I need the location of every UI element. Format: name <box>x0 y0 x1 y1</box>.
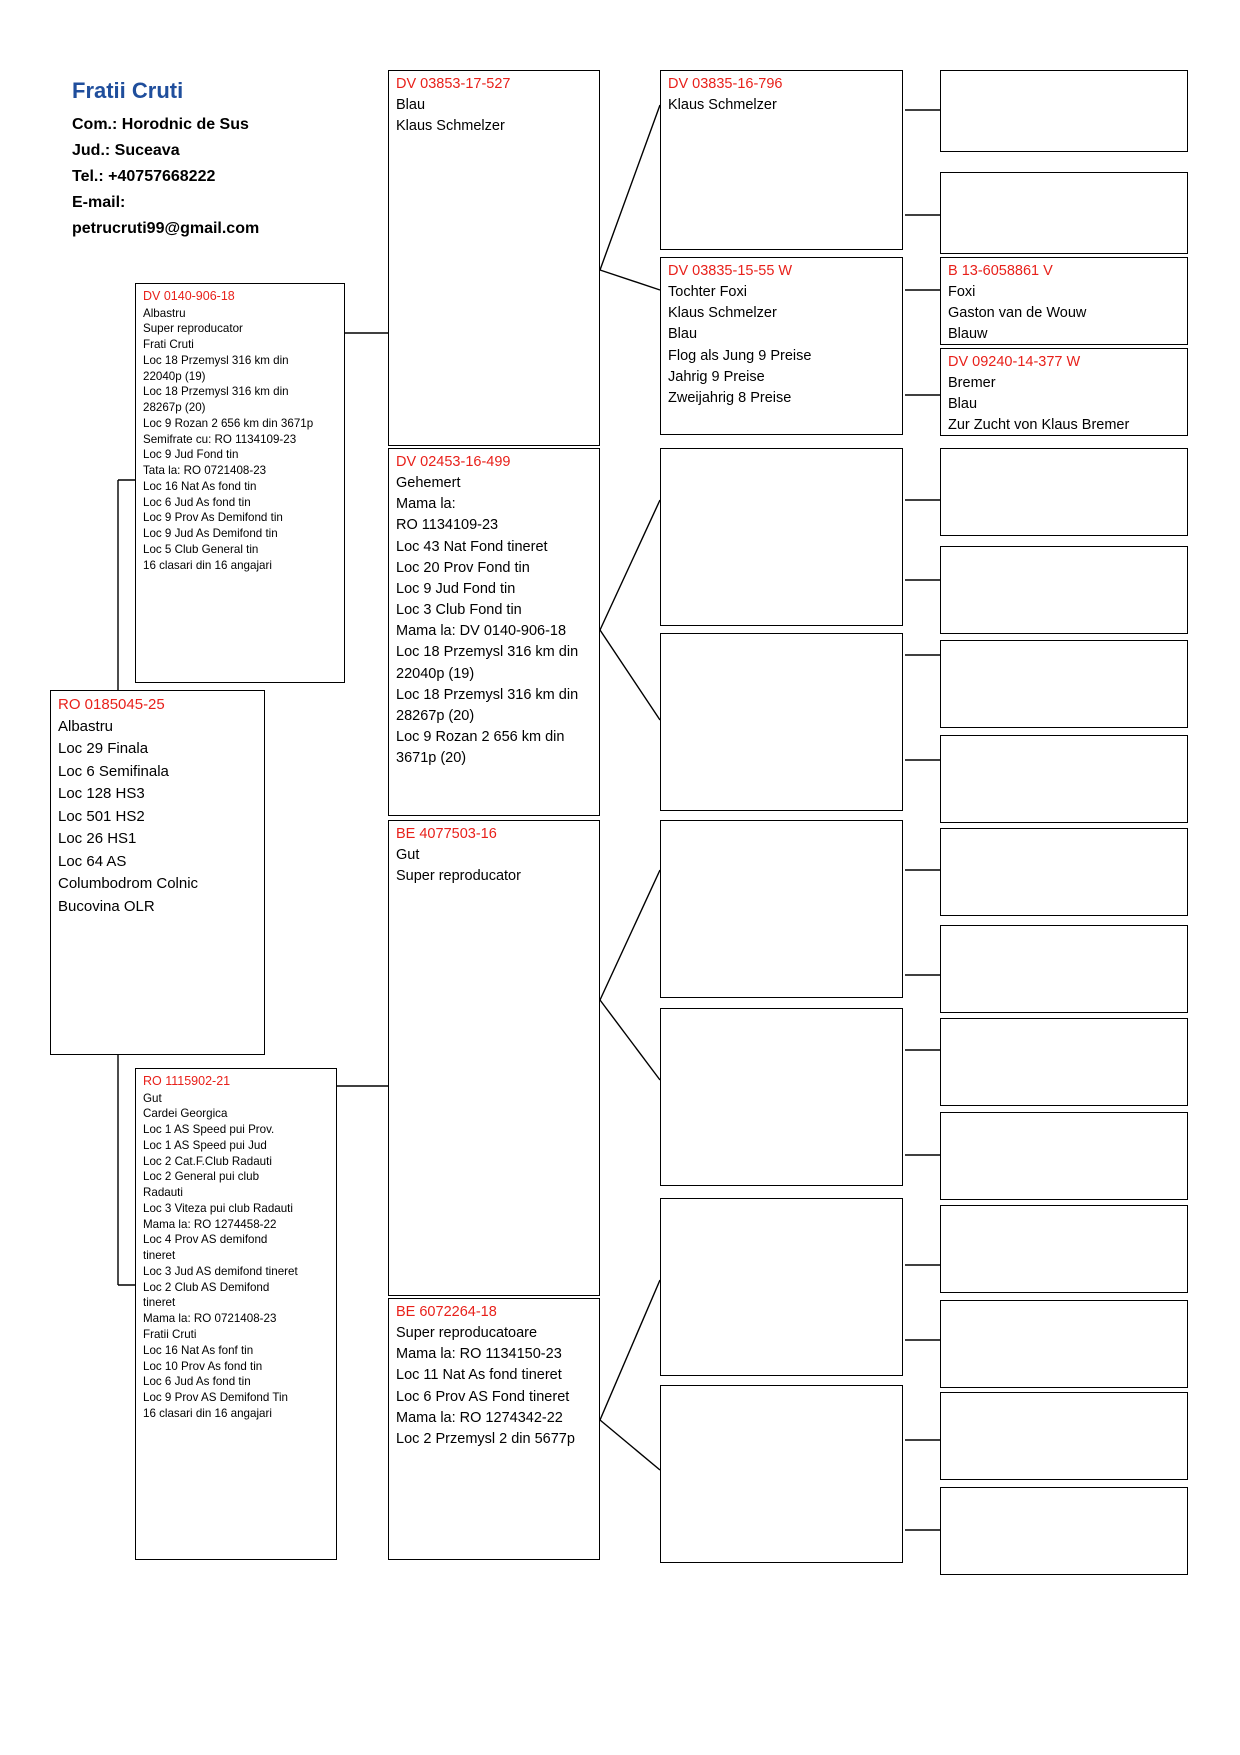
box-ggp1-body: Klaus Schmelzer <box>668 97 777 114</box>
breeder-phone: Tel.: +40757668222 <box>72 168 216 185</box>
box-gggp10-empty[interactable] <box>940 925 1188 1013</box>
box-dam-body: Gut Cardei Georgica Loc 1 AS Speed pui Prov. Loc 1 AS Speed pui Jud Loc 2 Cat.F.Club Radauti Loc 2 General pui club Radauti Loc 3 Viteza pui club Radauti Mama la: RO 1274458-22 Loc 4 Prov AS demifond tineret Loc 3 Jud AS demifond tineret Loc 2 Club AS Demifond tineret Mama la: RO 0721408-23 Fratii Cruti Loc 16 Nat As fonf tin Loc 10 Prov As fond tin Loc 6 Jud As fond tin Loc 9 Prov AS Demifond Tin 16 clasari din 16 angajari <box>143 1091 298 1420</box>
box-gp3-id: BE 4077503-16 <box>396 826 497 842</box>
box-gp2-body: Gehemert Mama la: RO 1134109-23 Loc 43 Nat Fond tineret Loc 20 Prov Fond tin Loc 9 Jud Fond tin Loc 3 Club Fond tin Mama la: DV 0140-906-18 Loc 18 Przemysl 316 km din 22040p (19) Loc 18 Przemysl 316 km din 28267p (20) Loc 9 Rozan 2 656 km din 3671p (20) <box>396 475 579 767</box>
box-gp4-body: Super reproducatoare Mama la: RO 1134150-23 Loc 11 Nat As fond tineret Loc 6 Prov AS Fond tineret Mama la: RO 1274342-22 Loc 2 Przemysl 2 din 5677p <box>396 1325 575 1447</box>
box-gggp15-empty[interactable] <box>940 1392 1188 1480</box>
breeder-commune: Com.: Horodnic de Sus <box>72 116 249 133</box>
box-gggp-foxi-body: Foxi Gaston van de Wouw Blauw <box>948 284 1087 343</box>
box-sire-id: DV 0140-906-18 <box>143 289 235 303</box>
box-gggp5-empty[interactable] <box>940 448 1188 536</box>
box-ggp2[interactable] <box>660 257 903 435</box>
box-gggp-foxi-id: B 13-6058861 V <box>948 263 1053 279</box>
box-ggp5-empty[interactable] <box>660 820 903 998</box>
box-ggp1-id: DV 03835-16-796 <box>668 76 783 92</box>
box-subject[interactable] <box>50 690 265 1055</box>
box-gp2-id: DV 02453-16-499 <box>396 454 511 470</box>
box-gggp8-empty[interactable] <box>940 735 1188 823</box>
box-gggp6-empty[interactable] <box>940 546 1188 634</box>
box-ggp1[interactable] <box>660 70 903 250</box>
box-gggp-bremer[interactable] <box>940 348 1188 436</box>
breeder-email-label: E-mail: <box>72 194 126 211</box>
box-gp1-body: Blau Klaus Schmelzer <box>396 97 505 135</box>
box-gp4-id: BE 6072264-18 <box>396 1304 497 1320</box>
breeder-county: Jud.: Suceava <box>72 142 180 159</box>
box-gggp16-empty[interactable] <box>940 1487 1188 1575</box>
box-gp4[interactable] <box>388 1298 600 1560</box>
breeder-info <box>72 78 372 242</box>
box-ggp7-empty[interactable] <box>660 1198 903 1376</box>
box-gp3-body: Gut Super reproducator <box>396 847 521 885</box>
box-ggp4-empty[interactable] <box>660 633 903 811</box>
box-gggp13-empty[interactable] <box>940 1205 1188 1293</box>
box-ggp3-empty[interactable] <box>660 448 903 626</box>
box-gggp12-empty[interactable] <box>940 1112 1188 1200</box>
box-gggp-bremer-body: Bremer Blau Zur Zucht von Klaus Bremer <box>948 375 1130 434</box>
box-gggp-bremer-id: DV 09240-14-377 W <box>948 354 1081 370</box>
box-gggp-foxi[interactable] <box>940 257 1188 345</box>
box-gggp1-empty[interactable] <box>940 70 1188 152</box>
box-gggp7-empty[interactable] <box>940 640 1188 728</box>
box-sire[interactable] <box>135 283 345 683</box>
breeder-email-value: petrucruti99@gmail.com <box>72 220 260 237</box>
box-gp1[interactable] <box>388 70 600 446</box>
box-gp1-id: DV 03853-17-527 <box>396 76 511 92</box>
box-ggp6-empty[interactable] <box>660 1008 903 1186</box>
box-gggp9-empty[interactable] <box>940 828 1188 916</box>
page-title: Fratii Cruti <box>72 78 184 103</box>
box-gp2[interactable] <box>388 448 600 816</box>
box-subject-body: Albastru Loc 29 Finala Loc 6 Semifinala Loc 128 HS3 Loc 501 HS2 Loc 26 HS1 Loc 64 AS Columbodrom Colnic Bucovina OLR <box>58 717 199 915</box>
box-ggp2-body: Tochter Foxi Klaus Schmelzer Blau Flog als Jung 9 Preise Jahrig 9 Preise Zweijahrig 8 Preise <box>668 284 812 406</box>
box-gggp2-empty[interactable] <box>940 172 1188 254</box>
box-ggp2-id: DV 03835-15-55 W <box>668 263 793 279</box>
box-gggp14-empty[interactable] <box>940 1300 1188 1388</box>
box-ggp8-empty[interactable] <box>660 1385 903 1563</box>
box-gggp11-empty[interactable] <box>940 1018 1188 1106</box>
box-subject-id: RO 0185045-25 <box>58 696 165 713</box>
box-gp3[interactable] <box>388 820 600 1296</box>
box-dam-id: RO 1115902-21 <box>143 1074 231 1088</box>
box-dam[interactable] <box>135 1068 337 1560</box>
box-sire-body: Albastru Super reproducator Frati Cruti Loc 18 Przemysl 316 km din 22040p (19) Loc 18 Przemysl 316 km din 28267p (20) Loc 9 Rozan 2 656 km din 3671p Semifrate cu: RO 1134109-23 Loc 9 Jud Fond tin Tata la: RO 0721408-23 Loc 16 Nat As fond tin Loc 6 Jud As fond tin Loc 9 Prov As Demifond tin Loc 9 Jud As Demifond tin Loc 5 Club General tin 16 clasari din 16 angajari <box>143 306 314 572</box>
